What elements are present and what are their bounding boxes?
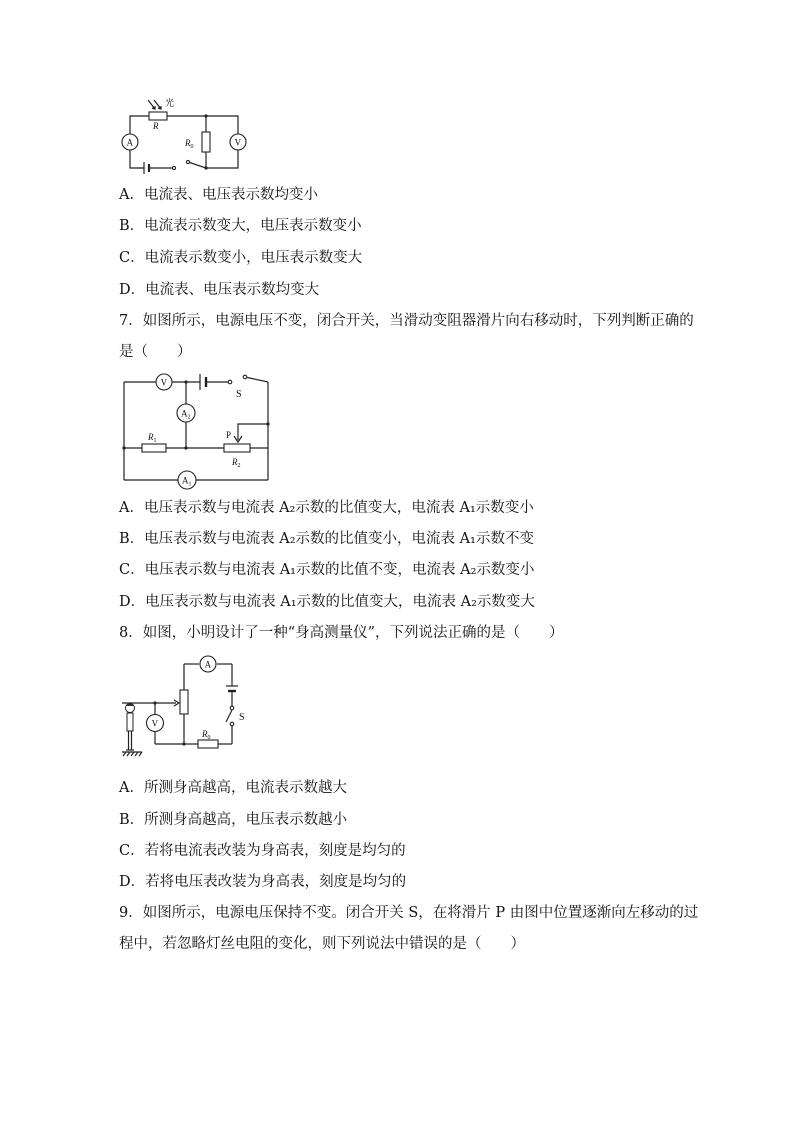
q8-rheostat — [180, 690, 188, 714]
q9-stem-line2: 程中，若忽略灯丝电阻的变化，则下列说法中错误的是（ ） — [119, 936, 525, 952]
q6-light-label: 光 — [165, 98, 175, 108]
q6-option-c: C．电流表示数变小，电压表示数变大 — [119, 250, 363, 266]
q6-voltmeter-label: V — [234, 137, 242, 148]
q6-option-a: A．电流表、电压表示数均变小 — [119, 187, 318, 203]
q8-r0-resistor — [198, 740, 218, 748]
q8-voltmeter-label: V — [151, 718, 159, 729]
q7-r2-resistor — [224, 444, 250, 452]
q7-option-a: A．电压表示数与电流表 A₂示数的比值变大，电流表 A₁示数变小 — [119, 500, 534, 516]
q7-option-b: B．电压表示数与电流表 A₂示数的比值变小，电流表 A₁示数不变 — [119, 531, 534, 547]
svg-text:R1 — [147, 432, 157, 444]
q6-ammeter-label: A — [126, 137, 134, 148]
q7-r2-sub: 2 — [237, 463, 241, 469]
q8-option-a: A．所测身高越高，电流表示数越大 — [119, 780, 347, 796]
q7-a1-label: A — [182, 475, 189, 486]
q7-circuit-diagram — [118, 368, 278, 494]
q8-circuit-diagram — [118, 650, 258, 760]
q7-a2-sub: 2 — [187, 414, 191, 421]
q7-r1-resistor — [142, 444, 166, 452]
q7-a1-sub: 1 — [188, 481, 192, 488]
q8-r0-label: R — [202, 729, 208, 739]
q7-option-d: D．电压表示数与电流表 A₁示数的比值变大，电流表 A₂示数变大 — [119, 594, 535, 610]
q6-r0-sub: 0 — [190, 144, 194, 150]
q8-switch-label: S — [239, 712, 245, 723]
q8-option-b: B．所测身高越高，电压表示数越小 — [119, 812, 348, 828]
q7-switch-label: S — [236, 389, 242, 400]
q7-stem-line2: 是（ ） — [119, 344, 192, 360]
q7-a2-label: A — [181, 408, 188, 419]
q7-r1-sub: 1 — [153, 438, 157, 444]
q7-r2-label: R — [232, 457, 238, 467]
q8-r0-sub: 0 — [207, 735, 211, 741]
q7-stem-line1: 7．如图所示，电源电压不变，闭合开关，当滑动变阻器滑片向右移动时，下列判断正确的 — [119, 313, 694, 329]
svg-text:R0 — [201, 729, 211, 741]
q6-ldr-resistor — [149, 112, 167, 120]
q8-option-d: D．若将电压表改装为身高表，刻度是均匀的 — [119, 874, 407, 890]
q8-person-figure — [122, 703, 142, 756]
q6-r0-resistor — [202, 132, 210, 152]
q6-option-d: D．电流表、电压表示数均变大 — [119, 282, 320, 298]
q6-r0-label: R — [185, 138, 191, 148]
q6-option-b: B．电流表示数变大，电压表示数变小 — [119, 218, 362, 234]
q8-ammeter-label: A — [204, 659, 212, 670]
q7-r1-label: R — [148, 432, 154, 442]
svg-text:R0 — [184, 138, 194, 150]
svg-text:R2 — [231, 457, 241, 469]
q7-voltmeter-label: V — [160, 377, 168, 388]
q6-circuit-diagram — [118, 96, 258, 176]
q8-option-c: C．若将电流表改装为身高表，刻度是均匀的 — [119, 843, 406, 859]
q7-slider-label: P — [226, 430, 232, 440]
q6-r-label: R — [153, 121, 159, 131]
q9-stem-line1: 9．如图所示，电源电压保持不变。闭合开关 S，在将滑片 P 由图中位置逐渐向左移动的过 — [119, 905, 699, 921]
q7-option-c: C．电压表示数与电流表 A₁示数的比值不变，电流表 A₂示数变小 — [119, 562, 535, 578]
q8-stem: 8．如图，小明设计了一种“身高测量仪”，下列说法正确的是（ ） — [119, 625, 564, 641]
